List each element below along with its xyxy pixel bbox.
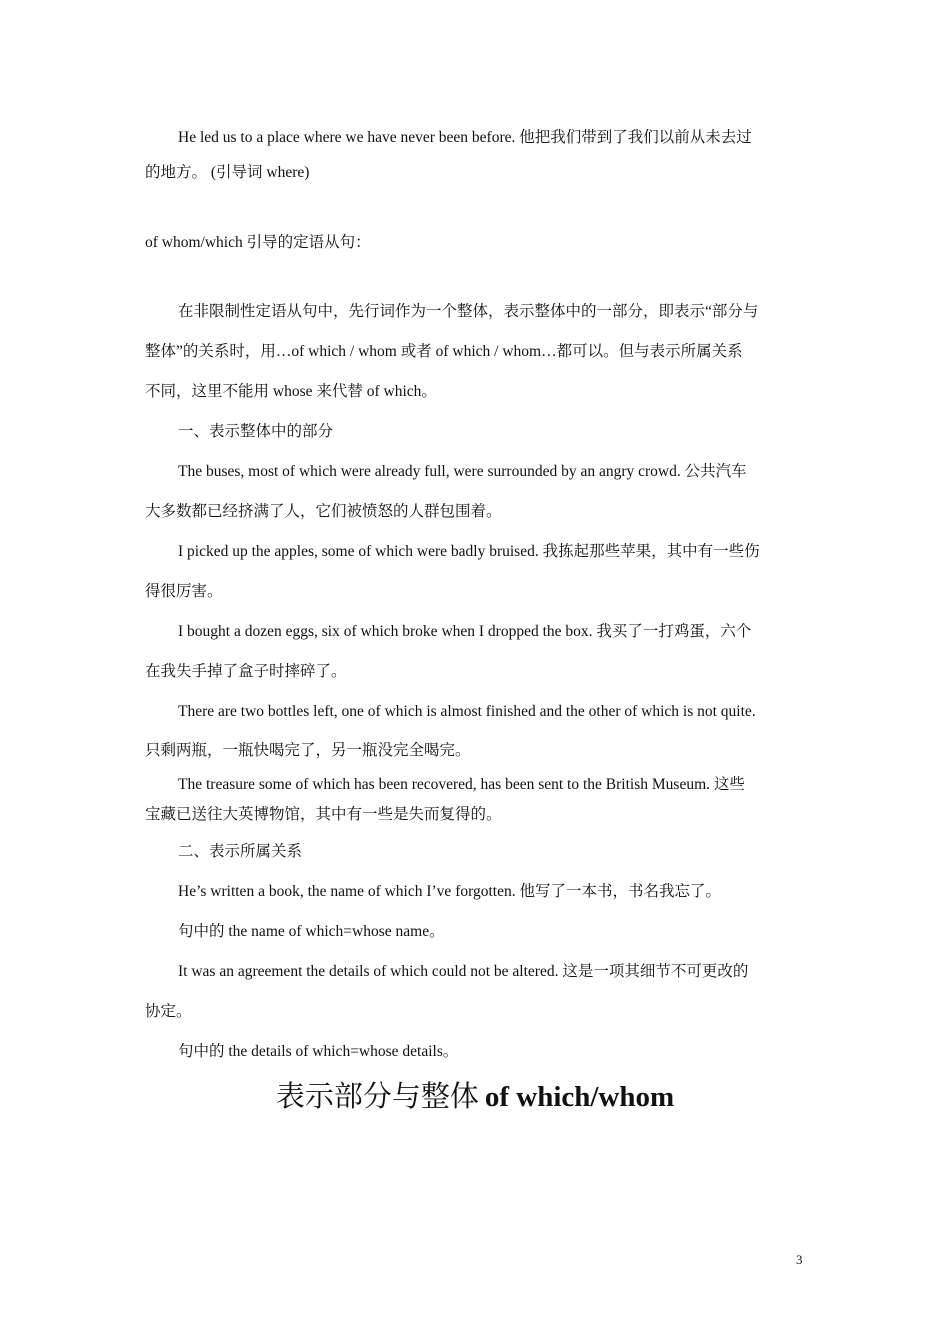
section-heading [0, 1079, 950, 1115]
example-eggs-line-1: I bought a dozen eggs, six of which broke when I dropped the box. 我买了一打鸡蛋，六个 [178, 623, 752, 640]
example-buses-line-1: The buses, most of which were already full, were surrounded by an angry crowd. 公共汽车 [178, 463, 747, 480]
example-treasure-line-1: The treasure some of which has been recovered, has been sent to the British Museum. 这些 [178, 776, 745, 793]
paragraph-intro-line-2: 整体”的关系时，用…of which / whom 或者 of which / whom…都可以。但与表示所属关系 [145, 343, 743, 360]
paragraph-where-example-line-1: He led us to a place where we have never been before. 他把我们带到了我们以前从未去过 [178, 129, 752, 146]
note-name-of-which: 句中的 the name of which=whose name。 [178, 923, 445, 940]
example-book: He’s written a book, the name of which I’ve forgotten. 他写了一本书，书名我忘了。 [178, 883, 721, 900]
subheading-part-of-whole: 一、表示整体中的部分 [178, 423, 334, 440]
section-heading-en: of which/whom [484, 1081, 675, 1113]
paragraph-intro-line-1: 在非限制性定语从句中，先行词作为一个整体，表示整体中的一部分，即表示“部分与 [178, 303, 759, 320]
example-agreement-line-2: 协定。 [145, 1003, 192, 1020]
example-treasure-line-2: 宝藏已送往大英博物馆，其中有一些是失而复得的。 [145, 806, 502, 823]
example-eggs-line-2: 在我失手掉了盒子时摔碎了。 [145, 663, 347, 680]
example-agreement-line-1: It was an agreement the details of which could not be altered. 这是一项其细节不可更改的 [178, 963, 749, 980]
section-heading-cn: 表示部分与整体 [275, 1081, 479, 1113]
example-bottles-line-2: 只剩两瓶，一瓶快喝完了，另一瓶没完全喝完。 [145, 742, 471, 759]
note-details-of-which: 句中的 the details of which=whose details。 [178, 1043, 459, 1060]
example-bottles-line-1: There are two bottles left, one of which is almost finished and the other of which is not quite. [178, 703, 756, 720]
example-buses-line-2: 大多数都已经挤满了人，它们被愤怒的人群包围着。 [145, 503, 502, 520]
subheading-possession: 二、表示所属关系 [178, 843, 303, 860]
page-number: 3 [796, 1252, 803, 1267]
paragraph-intro-line-3: 不同，这里不能用 whose 来代替 of which。 [145, 383, 437, 400]
example-apples-line-1: I picked up the apples, some of which were badly bruised. 我拣起那些苹果，其中有一些伤 [178, 543, 760, 560]
example-apples-line-2: 得很厉害。 [145, 583, 223, 600]
section-title-of-whom-which: of whom/which 引导的定语从句： [145, 234, 371, 251]
paragraph-where-example-line-2: 的地方。 (引导词 where) [145, 164, 310, 181]
